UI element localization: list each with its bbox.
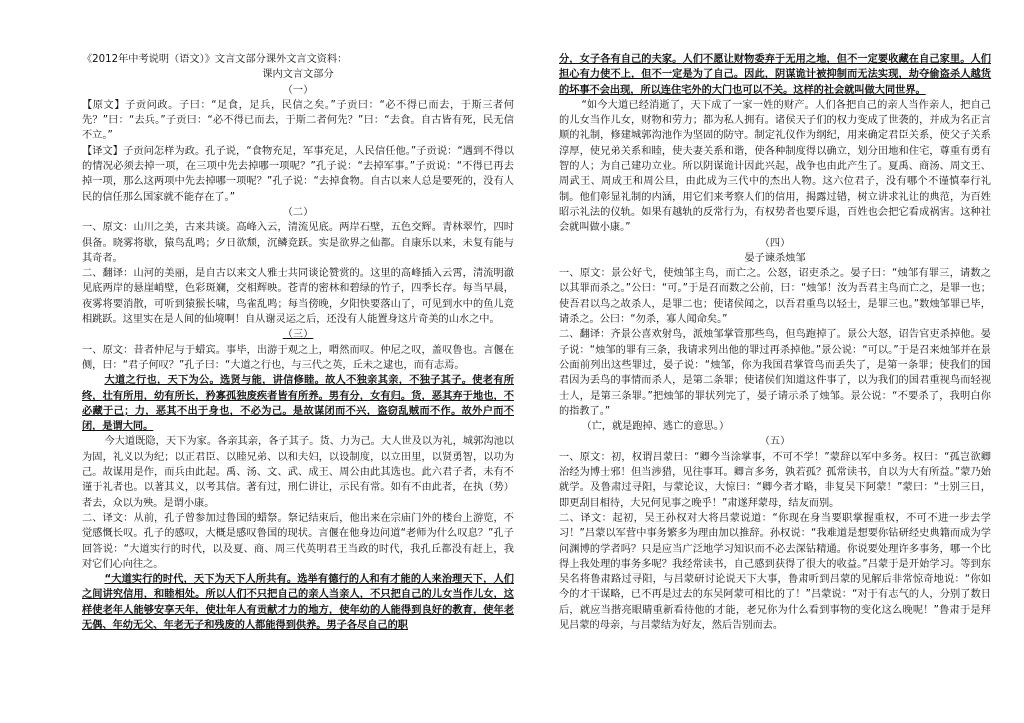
section-3-translation: 二、译文：从前，孔子曾参加过鲁国的蜡祭。祭记结束后，他出来在宗庙门外的楼台上游览，不觉感慨长叹。孔子的感叹，大概是感叹鲁国的现状。言偃在他身边问道“老师为什么叹息？”孔子回答说：“大道实行的时代，以及夏、商、周三代英明君王当政的时代，我孔丘都没有赶上，我对它们心向往之。 xyxy=(82,512,514,570)
section-5-original: 一、原文：初，权谓吕蒙曰：“卿今当涂掌事，不可不学！”蒙辞以军中多务。权曰：“孤岂欲卿治经为博士邪！但当涉猎，见往事耳。卿言多务，孰若孤？孤常读书，自以为大有所益。”蒙乃始就学。及鲁肃过寻阳，与蒙论议，大惊曰：“卿今者才略，非复吴下阿蒙！”蒙曰：“士别三日，即更刮目相待，大兄何见事之晚乎！”肃遂拜蒙母，结友而别。 xyxy=(559,451,991,509)
section-5-heading: （五） xyxy=(759,436,791,448)
section-title: 课内文言文部分 xyxy=(262,69,334,81)
section-3-original-rest: 今大道既隐，天下为家。各亲其亲，各子其子。货、力为己。大人世及以为礼，城郭沟池以为固，礼义以为纪；以正君臣、以睦兄弟、以和夫妇，以设制度，以立田里，以贤勇智，以功为己。故谋用是作，而兵由此起。禹、汤、文、武、成王、周公由此其选也。此六君子者，未有不谨于礼者也。以著其义，以考其信。著有过，刑仁讲让，示民有常。如有不由此者，在执（势）者去，众以为殃。是谓小康。 xyxy=(82,436,514,509)
section-1-translation: 【译文】子贡问怎样为政。孔子说，“食物充足，军事充足，人民信任他。”子贡说：“遇到不得以的情况必须去掉一项，在三项中先去掉哪一项呢？”孔子说：“去掉军事。”子贡说：“不得已再去掉一项，那么这两项中先去掉哪一项呢？”孔子说：“去掉食物。自古以来人总是要死的，没有人民的信任那么国家就不能存在了。” xyxy=(82,145,514,203)
section-3-bold-passage: 大道之行也，天下为公。选贤与能，讲信修睦。故人不独亲其亲，不独子其子。使老有所终，壮有所用，幼有所长，矜寡孤独废疾者皆有所养。男有分，女有归。货，恶其弃于地也，不必藏于己；力，恶其不出于身也，不必为己。是故谋闭而不兴，盗窃乱贼而不作。故外户而不闭，是谓大同。 xyxy=(82,375,514,433)
document-title: 《2012年中考说明（语文）》文言文部分课外文言文资料： xyxy=(82,54,348,65)
section-2-translation: 二、翻译：山河的美丽，是自古以来文人雅士共同谈论赞赏的。这里的高峰插入云霄，清流明澈见底两岸的悬崖峭壁，色彩斑斓，交相辉映。苍青的密林和碧绿的竹子，四季长存。每当早晨，夜雾将要消散，可听到猿猴长啸，鸟雀乱鸣；每当傍晚，夕阳快要落山了，可见到水中的鱼儿竞相跳跃。这里实在是人间的仙境啊！自从谢灵运之后，还没有人能置身这片奇美的山水之中。 xyxy=(82,268,514,326)
section-4-note: （亡，就是跑掉、逃亡的意思。） xyxy=(581,421,730,433)
section-5-translation: 二、译文：起初，吴王孙权对大将吕蒙说道：“你现在身当要职掌握重权，不可不进一步去学习！”吕蒙以军营中事务繁多为理由加以推辞。孙权说：“我难道是想要你钻研经史典籍而成为学问渊博的学者吗？只是应当广泛地学习知识而不必去深钻精通。你说要处理许多事务，哪一个比得上我处理的事务多呢？我经常读书，自己感到获得了很大的收益。”吕蒙于是开始学习。等到东吴名将鲁肃路过寻阳，与吕蒙研讨论说天下大事，鲁肃听到吕蒙的见解后非常惊奇地说：“你如今的才干谋略，已不再是过去的东吴阿蒙可相比的了！”吕蒙说：“对于有志气的人，分别了数日后，就应当揩亮眼睛重新看待他的才能，老兄你为什么看到事物的变化这么晚呢！”鲁肃于是拜见吕蒙的母亲，与吕蒙结为好友，然后告别而去。 xyxy=(559,512,991,631)
section-3-translation-paragraph: “如今大道已经消逝了，天下成了一家一姓的财产。人们各把自己的亲人当作亲人，把自己的儿女当作儿女，财物和劳力；都为私人拥有。诸侯天子们的权力变成了世袭的，并成为名正言顺的礼制，修建城郭沟池作为坚固的防守。制定礼仪作为纲纪，用来确定君臣关系，使父子关系淳厚，使兄弟关系和睦，使夫妻关系和谐，使各种制度得以确立，划分田地和住宅，尊重有勇有智的人；为自己建功立业。所以阴谋诡计因此兴起，战争也由此产生了。夏禹、商汤、周文王、周武王、周成王和周公旦，由此成为三代中的杰出人物。这六位君子，没有哪个不谨慎奉行礼制。他们彰显礼制的内涵，用它们来考察人们的信用，揭露过错，树立讲求礼让的典范，为百姓昭示礼法的仪轨。如果有越轨的反常行为，有权势者也要斥退，百姓也会把它看成祸害。这种社会就叫做小康。” xyxy=(559,99,991,234)
section-1-heading: （一） xyxy=(282,84,314,96)
left-column xyxy=(82,52,514,633)
section-3-heading: （三） xyxy=(282,329,314,341)
section-1-original: 【原文】子贡问政。子曰：“足食，足兵，民信之矣。”子贡曰：“必不得已而去，于斯三者何先？”曰：“去兵。”子贡曰：“必不得已而去，于斯二者何先？”曰：“去食。自古皆有死，民无信不立。” xyxy=(82,99,514,142)
section-4-heading: （四） xyxy=(759,237,791,249)
section-4-original: 一、原文：景公好弋，使烛邹主鸟，而亡之。公怒，诏吏杀之。晏子曰：“烛邹有罪三，请数之以其罪而杀之。”公曰：“可。”于是召而数之公前，曰：“烛邹！汝为吾君主鸟而亡之，是罪一也；使吾君以鸟之故杀人，是罪二也；使诸侯闻之，以吾君重鸟以轻士，是罪三也。”数烛邹罪已毕，请杀之。公曰：“勿杀，寡人闻命矣。” xyxy=(559,268,991,326)
section-2-original: 一、原文：山川之美，古来共谈。高峰入云，清流见底。两岸石壁，五色交辉。青林翠竹，四时俱备。晓雾将歇，猿鸟乱鸣；夕日欲颓，沉鳞竞跃。实是欲界之仙都。自康乐以来，未复有能与其奇者。 xyxy=(82,222,514,264)
section-3-bold-translation-continued: 分，女子各有自己的夫家。人们不愿让财物委弃于无用之地，但不一定要收藏在自己家里。人们担心有力使不上，但不一定是为了自己。因此，阴谋诡计被抑制而无法实现，劫夺偷盗杀人越货的坏事不会出现，所以连住宅外的大门也可以不关。这样的社会就叫做大同世界。 xyxy=(559,54,991,96)
section-3-bold-translation: “大道实行的时代，天下为天下人所共有。选举有德行的人和有才能的人来治理天下，人们之间讲究信用，和睦相处。所以人们不只把自己的亲人当亲人，不只把自己的儿女当作儿女，这样使老年人能够安享天年，使壮年人有贡献才力的地方，使年幼的人能得到良好的教育，使年老无偶、年幼无父、年老无子和残废的人都能得到供养。男子各尽自己的职 xyxy=(82,574,514,631)
section-4-title: 晏子谏杀烛邹 xyxy=(744,252,806,264)
section-2-heading: （二） xyxy=(282,206,314,218)
section-3-original-start: 一、原文：昔者仲尼与于蜡宾。事毕，出游于观之上，喟然而叹。仲尼之叹，盖叹鲁也。言偃在侧，曰：“君子何叹？”孔子曰：“大道之行也，与三代之英，丘未之逮也，而有志焉。 xyxy=(82,344,514,371)
right-column xyxy=(559,52,991,633)
section-4-translation: 二、翻译：齐景公喜欢射鸟，派烛邹掌管那些鸟，但鸟跑掉了。景公大怒，诏告官吏杀掉他。晏子说：“烛邹的罪有三条，我请求列出他的罪过再杀掉他。”景公说：“可以。”于是召来烛邹并在景公面前列出这些罪过，晏子说：“烛邹，你为我国君掌管鸟而丢失了，是第一条罪；使我们的国君因为丢鸟的事情而杀人，是第二条罪；使诸侯们知道这件事了，以为我们的国君重视鸟而轻视士人，是第三条罪。”把烛邹的罪状列完了，晏子请示杀了烛邹。景公说：“不要杀了，我明白你的指教了。” xyxy=(559,329,991,417)
